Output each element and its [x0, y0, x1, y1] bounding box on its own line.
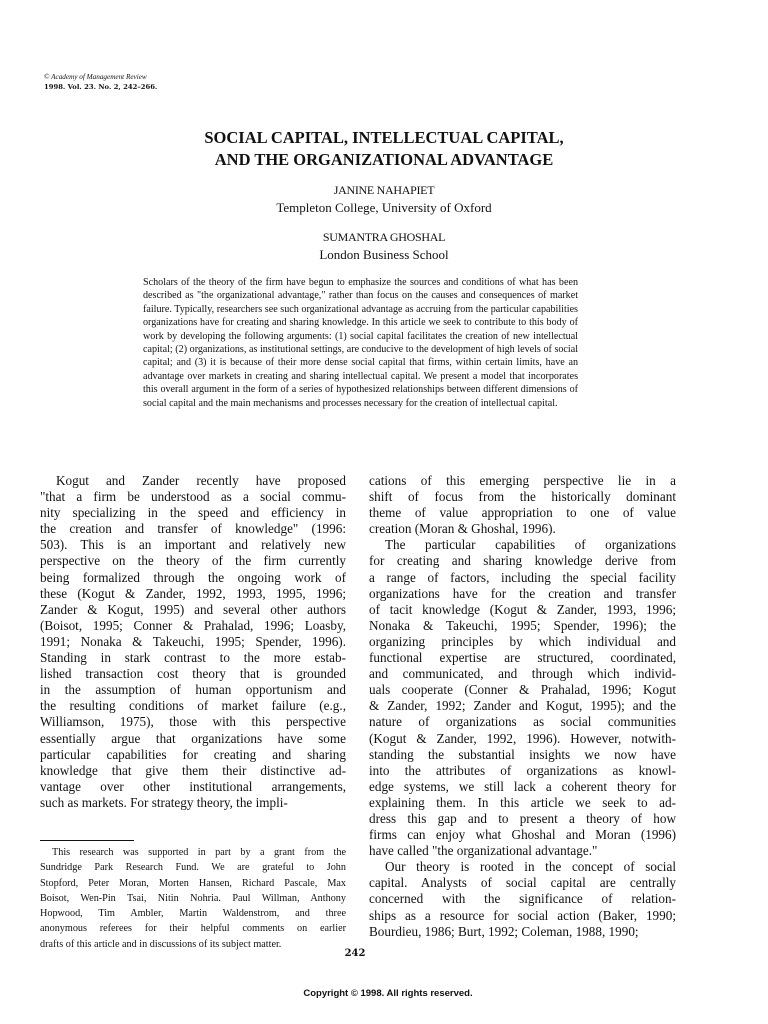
- text-line: such as markets. For strategy theory, the impli-: [40, 794, 288, 810]
- text-line: 503). This is an important and relatively new: [40, 537, 346, 553]
- abstract: Scholars of the theory of the firm have begun to emphasize the sources and conditions of what has been described as "the organizational advantage," rather than focus on the causes and consequences of market failure. Typically, researchers see such organizational advantage as accruing from the particular capabilities organizations have for creating and sharing knowledge. In this article we seek to contribute to this body of work by developing the following arguments: (1) social capital facilitates the creation of new intellectual capital; (2) organizations, as institutional settings, are conducive to the development of high levels of social capital; and (3) it is because of their more dense social capital that firms, within certain limits, have an advantage over markets in creating and sharing intellectual capital. We present a model that incorporates this overall argument in the form of a series of hypothesized relationships between different dimensions of social capital and the main mechanisms and processes necessary for the creation of intellectual capital.: [143, 277, 578, 409]
- text-line: (Boisot, 1995; Conner & Prahalad, 1996; Loasby,: [40, 617, 346, 633]
- text-line: lished transaction cost theory that is grounded: [40, 666, 346, 682]
- text-line: Hopwood, Tim Ambler, Martin Waldenstrom, and three: [40, 908, 346, 920]
- title-line-2: AND THE ORGANIZATIONAL ADVANTAGE: [214, 150, 554, 169]
- text-line: in the assumption of human opportunism and: [40, 682, 346, 698]
- text-line: capital. Analysts of social capital are centrally: [369, 875, 676, 891]
- author-name: SUMANTRA GHOSHAL: [322, 230, 446, 244]
- text-line: Sundridge Park Research Fund. We are grateful to John: [40, 862, 346, 874]
- text-line: these (Kogut & Zander, 1992, 1993, 1995, 1996;: [40, 585, 346, 601]
- footnote: [40, 845, 346, 952]
- text-line: Standing in stark contrast to the more estab-: [40, 650, 346, 666]
- author-block-2: [0, 229, 768, 263]
- text-line: the creation and transfer of knowledge" (1996:: [40, 521, 346, 537]
- text-line: standing the substantial insights we now have: [369, 746, 676, 762]
- text-line: ships as a resource for social action (Baker, 1990;: [369, 907, 676, 923]
- text-line: being formalized through the ongoing work of: [40, 569, 346, 585]
- text-line: Kogut and Zander recently have proposed: [56, 473, 346, 488]
- text-line: a range of factors, including the special facility: [369, 569, 676, 585]
- text-line: have called "the organizational advantage.": [369, 843, 598, 859]
- text-line: & Zander, 1992; Zander and Kogut, 1995); and the: [369, 698, 676, 714]
- journal-citation: 1998. Vol. 23. No. 2, 242–266.: [44, 83, 158, 91]
- text-line: shift of focus from the historically dominant: [369, 489, 676, 505]
- text-line: edge systems, we still lack a coherent theory for: [369, 778, 676, 794]
- title-line-1: SOCIAL CAPITAL, INTELLECTUAL CAPITAL,: [204, 128, 564, 147]
- text-line: organizing principles by which individual and: [369, 633, 676, 649]
- body-column-right: [369, 473, 676, 940]
- text-line: perspective on the theory of the firm currently: [40, 553, 346, 569]
- text-line: "that a firm be understood as a social commu-: [40, 489, 346, 505]
- text-line: Williamson, 1975), those with this perspective: [40, 714, 346, 730]
- text-line: Stopford, Peter Moran, Morten Hansen, Richard Pascale, Max: [40, 877, 346, 889]
- text-line: for creating and sharing knowledge derive from: [369, 553, 676, 569]
- text-line: dress this gap and to present a theory of how: [369, 810, 676, 826]
- copyright-notice: Copyright © 1998. All rights reserved.: [303, 988, 473, 999]
- text-line: explaining them. In this article we seek to ad-: [369, 794, 676, 810]
- text-line: knowledge that give them their distinctive ad-: [40, 762, 346, 778]
- author-affiliation: Templeton College, University of Oxford: [276, 200, 492, 215]
- text-line: concerned with the significance of relation-: [369, 891, 676, 907]
- text-line: functional expertise are structured, coordinated,: [369, 650, 676, 666]
- text-line: Zander & Kogut, 1995) and several other authors: [40, 601, 346, 617]
- text-line: 1991; Nonaka & Takeuchi, 1995; Spender, 1996).: [40, 633, 346, 649]
- text-line: of tacit knowledge (Kogut & Zander, 1993, 1996;: [369, 601, 676, 617]
- author-name: JANINE NAHAPIET: [333, 183, 435, 197]
- text-line: Boisot, Wen-Pin Tsai, Nitin Nohria. Paul Willman, Anthony: [40, 892, 346, 904]
- journal-name: © Academy of Management Review: [44, 73, 147, 81]
- text-line: anonymous referees for their helpful comments on earlier: [40, 923, 346, 935]
- text-line: nature of organizations as social communities: [369, 714, 676, 730]
- text-line: This research was supported in part by a grant from the: [52, 847, 346, 858]
- author-block-1: [0, 182, 768, 216]
- article-title: [0, 127, 768, 171]
- text-line: theme of value appropriation to one of value: [369, 505, 676, 521]
- text-line: uals cooperate (Conner & Prahalad, 1996; Kogut: [369, 682, 676, 698]
- text-line: the resulting conditions of market failure (e.g.,: [40, 698, 346, 714]
- body-column-left: [40, 473, 346, 811]
- page-number: 242: [344, 948, 366, 959]
- text-line: drafts of this article and in discussions of its subject matter.: [40, 938, 282, 950]
- text-line: into the attributes of organizations as knowl-: [369, 762, 676, 778]
- text-line: cations of this emerging perspective lie in a: [369, 473, 676, 488]
- text-line: Nonaka & Takeuchi, 1995; Spender, 1996); the: [369, 617, 676, 633]
- text-line: vantage over other institutional arrangements,: [40, 778, 346, 794]
- footnote-rule: [40, 840, 134, 841]
- text-line: (Kogut & Zander, 1992, 1996). However, notwith-: [369, 730, 676, 746]
- journal-header: [44, 72, 157, 92]
- text-line: and communicated, and through which individ-: [369, 666, 676, 682]
- text-line: Our theory is rooted in the concept of social: [385, 859, 676, 875]
- text-line: nity specializing in the speed and efficiency in: [40, 505, 346, 521]
- text-line: creation (Moran & Ghoshal, 1996).: [369, 521, 556, 537]
- author-affiliation: London Business School: [319, 247, 449, 262]
- text-line: essentially argue that organizations have some: [40, 730, 346, 746]
- text-line: organizations have for the creation and transfer: [369, 585, 676, 601]
- text-line: Bourdieu, 1986; Burt, 1992; Coleman, 1988, 1990;: [369, 923, 639, 939]
- text-line: The particular capabilities of organizations: [385, 537, 676, 553]
- text-line: particular capabilities for creating and sharing: [40, 746, 346, 762]
- text-line: firms can enjoy what Ghoshal and Moran (1996): [369, 827, 676, 843]
